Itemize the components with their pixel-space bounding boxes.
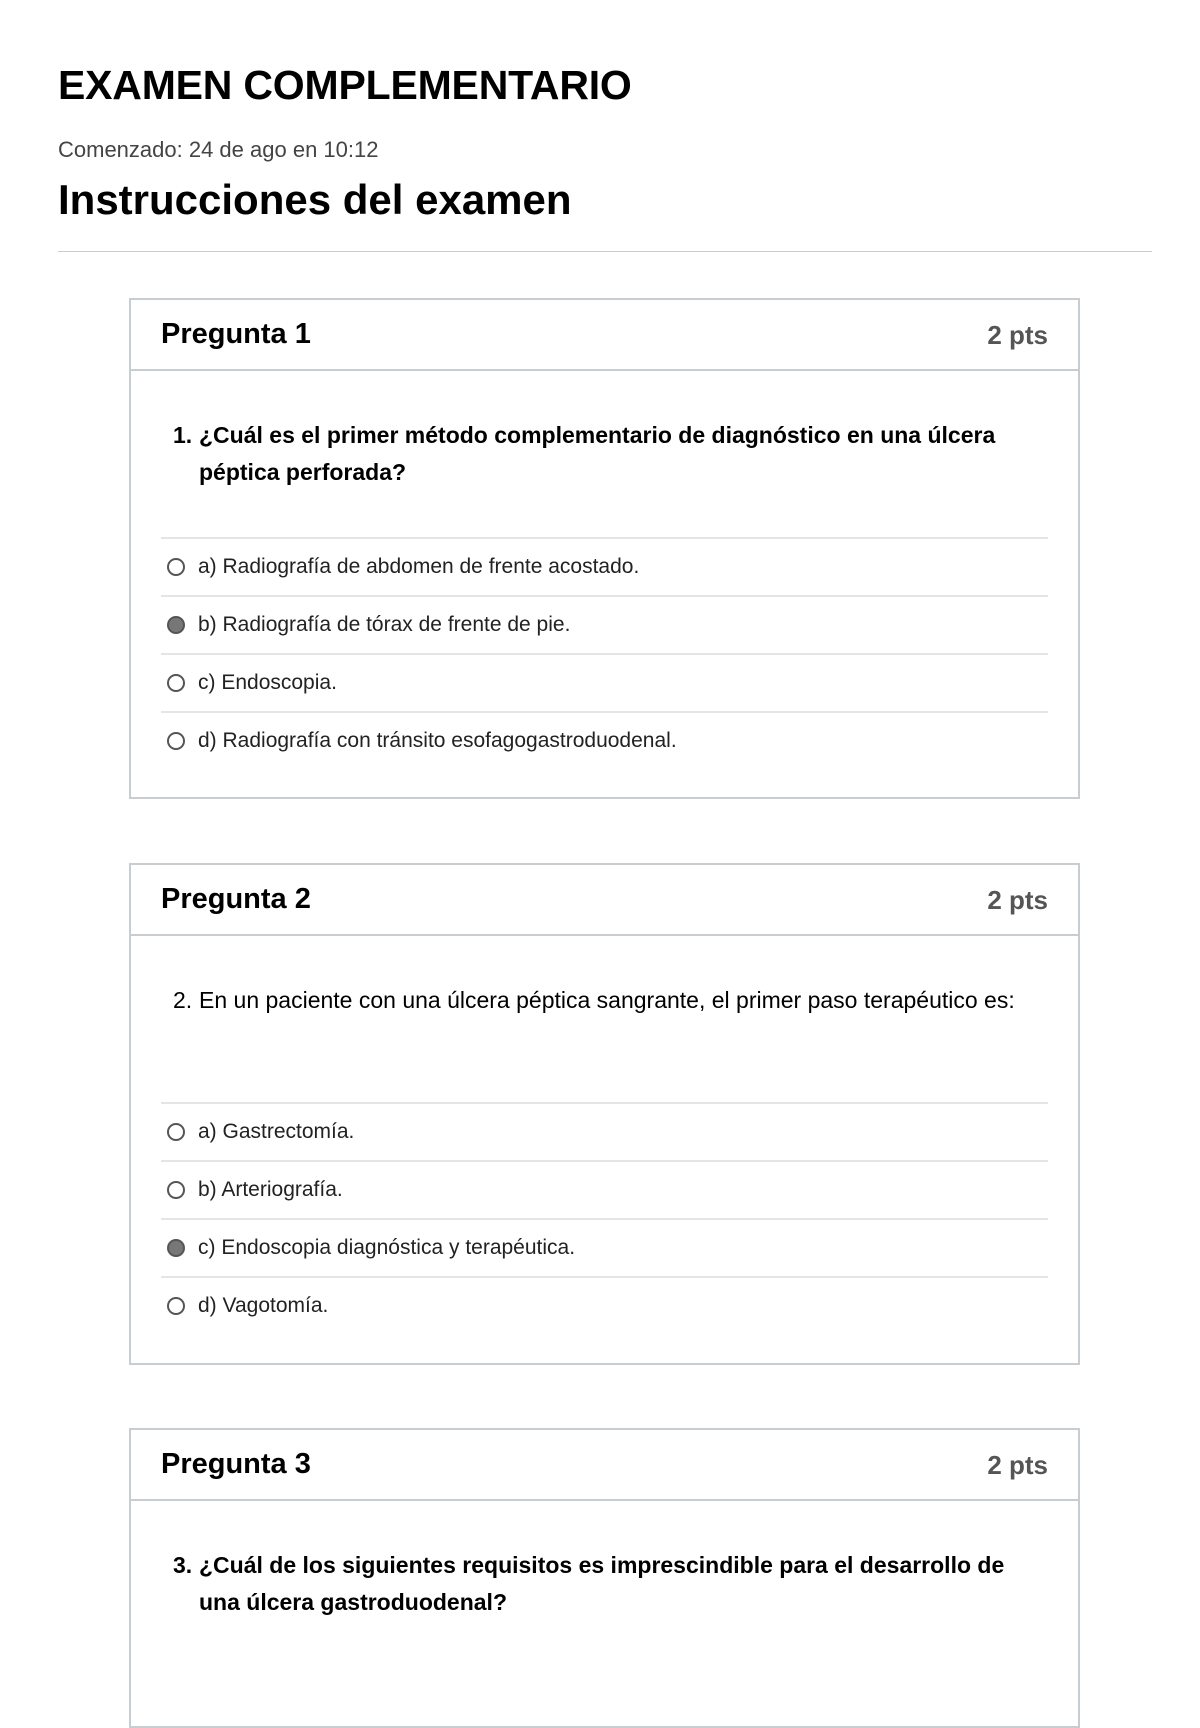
answer-label: b) Arteriografía. [198, 1178, 343, 1201]
answer-list [161, 1102, 1048, 1334]
answer-label: c) Endoscopia diagnóstica y terapéutica. [198, 1236, 576, 1259]
radio-button[interactable] [167, 732, 185, 750]
question-number: 3. [173, 1552, 193, 1578]
question-body: En un paciente con una úlcera péptica sangrante, el primer paso terapéutico es: [199, 987, 1015, 1013]
question-card-2 [129, 863, 1080, 1365]
started-timestamp: Comenzado: 24 de ago en 10:12 [58, 137, 379, 162]
instructions-heading: Instrucciones del examen [58, 176, 572, 223]
answer-option[interactable] [161, 655, 1048, 713]
question-points: 2 pts [987, 885, 1048, 915]
question-body: ¿Cuál de los siguientes requisitos es imprescindible para el desarrollo de una úlcera gastroduodenal? [199, 1552, 1005, 1615]
question-card-1 [129, 298, 1080, 799]
question-points: 2 pts [987, 320, 1048, 350]
answer-label: b) Radiografía de tórax de frente de pie. [198, 613, 571, 636]
question-text [173, 982, 1048, 1056]
exam-title: EXAMEN COMPLEMENTARIO [58, 62, 632, 108]
question-label: Pregunta 1 [161, 318, 311, 350]
header-divider [58, 251, 1152, 252]
answer-label: a) Gastrectomía. [198, 1120, 355, 1143]
answer-option[interactable] [161, 1104, 1048, 1162]
question-header [131, 300, 1078, 371]
question-number: 2. [173, 987, 193, 1013]
answer-label: a) Radiografía de abdomen de frente acostado. [198, 555, 640, 578]
radio-button[interactable] [167, 558, 185, 576]
question-label: Pregunta 3 [161, 1448, 311, 1480]
radio-button[interactable] [167, 674, 185, 692]
answer-option[interactable] [161, 1220, 1048, 1278]
question-card-3 [129, 1428, 1080, 1728]
answer-list [161, 537, 1048, 769]
question-header [131, 865, 1078, 936]
radio-button[interactable] [167, 1181, 185, 1199]
answer-label: d) Radiografía con tránsito esofagogastroduodenal. [198, 729, 677, 752]
radio-button-selected[interactable] [167, 1239, 185, 1257]
answer-option[interactable] [161, 597, 1048, 655]
answer-option[interactable] [161, 539, 1048, 597]
question-body: ¿Cuál es el primer método complementario de diagnóstico en una úlcera péptica perforada? [199, 422, 996, 485]
question-label: Pregunta 2 [161, 883, 311, 915]
answer-label: c) Endoscopia. [198, 671, 337, 694]
question-text [173, 417, 1048, 491]
radio-button[interactable] [167, 1297, 185, 1315]
answer-label: d) Vagotomía. [198, 1294, 329, 1317]
answer-option[interactable] [161, 1162, 1048, 1220]
question-text [173, 1547, 1048, 1621]
question-number: 1. [173, 422, 193, 448]
radio-button[interactable] [167, 1123, 185, 1141]
answer-option[interactable] [161, 713, 1048, 769]
radio-button-selected[interactable] [167, 616, 185, 634]
question-header [131, 1430, 1078, 1501]
answer-option[interactable] [161, 1278, 1048, 1334]
question-points: 2 pts [987, 1450, 1048, 1480]
